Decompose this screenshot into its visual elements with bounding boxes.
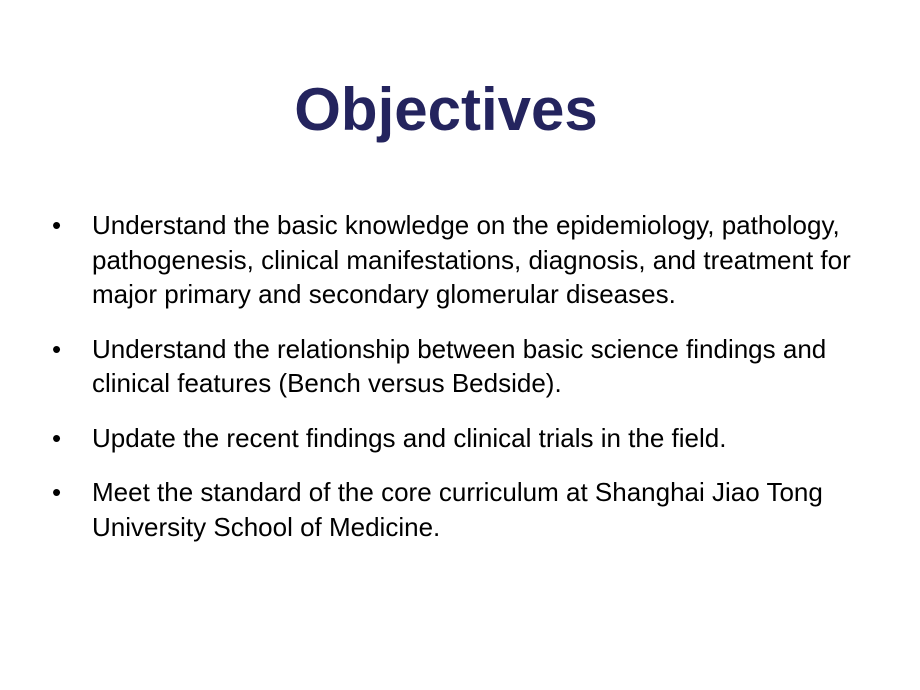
bullet-item (50, 475, 870, 544)
bullet-text: Understand the basic knowledge on the epidemiology, pathology, pathogenesis, clinical manifestations, diagnosis, and treatment for major primary and secondary glomerular diseases. (92, 210, 851, 309)
bullet-item (50, 421, 870, 456)
bullet-item (50, 332, 870, 401)
bullet-dot-icon: • (52, 477, 62, 507)
slide-title: Objectives (294, 76, 598, 143)
bullet-text: Meet the standard of the core curriculum at Shanghai Jiao Tong University School of Medicine. (92, 477, 823, 542)
bullet-item (50, 208, 870, 312)
bullet-dot-icon: • (52, 333, 62, 364)
bullet-dot-icon: • (52, 422, 62, 453)
bullet-text: Understand the relationship between basic science findings and clinical features (Bench versus Bedside). (92, 333, 827, 398)
bullet-dot-icon: • (52, 210, 62, 240)
bullet-list (50, 208, 870, 544)
bullet-text: Update the recent findings and clinical trials in the field. (92, 422, 727, 453)
